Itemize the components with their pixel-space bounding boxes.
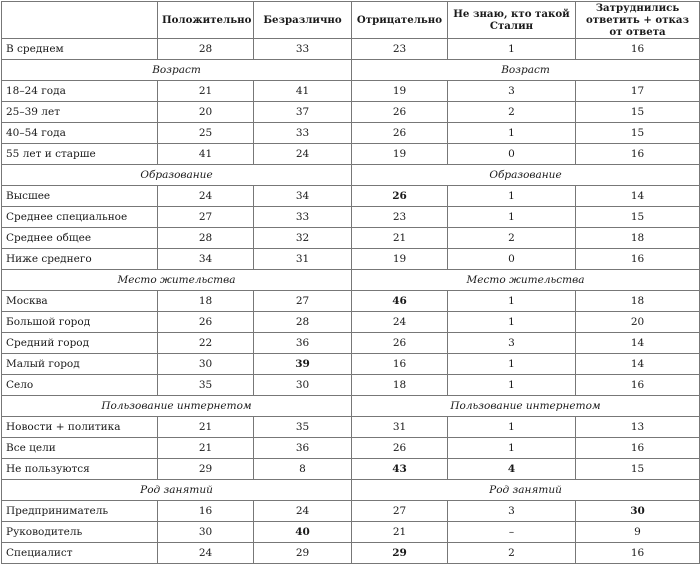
section-row (2, 165, 700, 186)
row-label: Большой город (2, 312, 158, 333)
table-row (2, 207, 700, 228)
table-row (2, 375, 700, 396)
value-cell: 16 (576, 543, 700, 564)
table-row (2, 144, 700, 165)
value-cell: 21 (158, 81, 254, 102)
value-cell: 16 (576, 39, 700, 60)
value-cell: 16 (576, 438, 700, 459)
section-label-repeat: Пользование интернетом (352, 396, 700, 417)
value-cell: 16 (158, 501, 254, 522)
value-cell: 26 (352, 102, 448, 123)
value-cell: 30 (576, 501, 700, 522)
value-cell: 0 (448, 249, 576, 270)
value-cell: 26 (158, 312, 254, 333)
value-cell: 20 (576, 312, 700, 333)
row-label: Москва (2, 291, 158, 312)
value-cell: 1 (448, 186, 576, 207)
table-row (2, 543, 700, 564)
value-cell: 41 (254, 81, 352, 102)
value-cell: 24 (352, 312, 448, 333)
value-cell: 40 (254, 522, 352, 543)
value-cell: 30 (158, 522, 254, 543)
value-cell: 24 (254, 501, 352, 522)
value-cell: 27 (352, 501, 448, 522)
section-row (2, 270, 700, 291)
value-cell: 14 (576, 186, 700, 207)
row-label: Село (2, 375, 158, 396)
value-cell: 9 (576, 522, 700, 543)
table-row (2, 333, 700, 354)
value-cell: 19 (352, 81, 448, 102)
value-cell: 15 (576, 102, 700, 123)
value-cell: 35 (254, 417, 352, 438)
row-label: Высшее (2, 186, 158, 207)
value-cell: 23 (352, 207, 448, 228)
value-cell: 16 (352, 354, 448, 375)
value-cell: 26 (352, 123, 448, 144)
value-cell: 18 (576, 291, 700, 312)
value-cell: 2 (448, 543, 576, 564)
row-label: 40–54 года (2, 123, 158, 144)
header-negative: Отрицательно (352, 2, 448, 39)
value-cell: 2 (448, 102, 576, 123)
table-row (2, 501, 700, 522)
value-cell: 23 (352, 39, 448, 60)
row-label: 18–24 года (2, 81, 158, 102)
row-label: Среднее общее (2, 228, 158, 249)
section-label: Пользование интернетом (2, 396, 352, 417)
row-label: Предприниматель (2, 501, 158, 522)
value-cell: 24 (254, 144, 352, 165)
value-cell: 29 (254, 543, 352, 564)
value-cell: 21 (352, 228, 448, 249)
value-cell: 8 (254, 459, 352, 480)
table-row (2, 228, 700, 249)
row-label: Малый город (2, 354, 158, 375)
table-row (2, 522, 700, 543)
value-cell: 22 (158, 333, 254, 354)
value-cell: 18 (352, 375, 448, 396)
value-cell: 27 (158, 207, 254, 228)
value-cell: 3 (448, 501, 576, 522)
section-label: Возраст (2, 60, 352, 81)
value-cell: 35 (158, 375, 254, 396)
row-label: Средний город (2, 333, 158, 354)
value-cell: 1 (448, 123, 576, 144)
section-label: Место жительства (2, 270, 352, 291)
value-cell: 1 (448, 207, 576, 228)
section-label: Род занятий (2, 480, 352, 501)
table-row (2, 186, 700, 207)
section-label-repeat: Место жительства (352, 270, 700, 291)
section-row (2, 60, 700, 81)
value-cell: 1 (448, 354, 576, 375)
row-label: В среднем (2, 39, 158, 60)
value-cell: 1 (448, 291, 576, 312)
value-cell: 3 (448, 333, 576, 354)
table-row (2, 459, 700, 480)
header-indifferent: Безразлично (254, 2, 352, 39)
row-label: 55 лет и старше (2, 144, 158, 165)
value-cell: 4 (448, 459, 576, 480)
value-cell: 26 (352, 186, 448, 207)
value-cell: 34 (158, 249, 254, 270)
value-cell: 21 (158, 417, 254, 438)
header-dont-know: Не знаю, кто такой Сталин (448, 2, 576, 39)
value-cell: 15 (576, 207, 700, 228)
value-cell: 3 (448, 81, 576, 102)
value-cell: 21 (158, 438, 254, 459)
stalin-attitude-table (1, 1, 700, 564)
value-cell: 41 (158, 144, 254, 165)
section-label: Образование (2, 165, 352, 186)
value-cell: 16 (576, 144, 700, 165)
value-cell: 19 (352, 144, 448, 165)
value-cell: 34 (254, 186, 352, 207)
value-cell: 26 (352, 333, 448, 354)
value-cell: 19 (352, 249, 448, 270)
value-cell: 30 (254, 375, 352, 396)
value-cell: 28 (254, 312, 352, 333)
section-label-repeat: Род занятий (352, 480, 700, 501)
header-hard-to-answer: Затруднились ответить + отказ от ответа (576, 2, 700, 39)
value-cell: 37 (254, 102, 352, 123)
value-cell: 36 (254, 333, 352, 354)
table-row (2, 438, 700, 459)
row-label: Не пользуются (2, 459, 158, 480)
value-cell: 18 (158, 291, 254, 312)
value-cell: 1 (448, 438, 576, 459)
header-row (2, 2, 700, 39)
value-cell: 33 (254, 123, 352, 144)
section-label-repeat: Возраст (352, 60, 700, 81)
table-row (2, 81, 700, 102)
table-row (2, 312, 700, 333)
header-positive: Положительно (158, 2, 254, 39)
value-cell: 25 (158, 123, 254, 144)
value-cell: 15 (576, 459, 700, 480)
value-cell: 29 (158, 459, 254, 480)
value-cell: 16 (576, 375, 700, 396)
header-empty-cell (2, 2, 158, 39)
section-row (2, 480, 700, 501)
value-cell: – (448, 522, 576, 543)
value-cell: 27 (254, 291, 352, 312)
value-cell: 1 (448, 417, 576, 438)
value-cell: 26 (352, 438, 448, 459)
value-cell: 36 (254, 438, 352, 459)
row-label: 25–39 лет (2, 102, 158, 123)
value-cell: 29 (352, 543, 448, 564)
table-row (2, 123, 700, 144)
table-row (2, 102, 700, 123)
row-label: Ниже среднего (2, 249, 158, 270)
value-cell: 2 (448, 228, 576, 249)
value-cell: 28 (158, 228, 254, 249)
row-label: Руководитель (2, 522, 158, 543)
table-row (2, 39, 700, 60)
value-cell: 39 (254, 354, 352, 375)
value-cell: 0 (448, 144, 576, 165)
value-cell: 31 (254, 249, 352, 270)
value-cell: 13 (576, 417, 700, 438)
value-cell: 1 (448, 375, 576, 396)
value-cell: 17 (576, 81, 700, 102)
value-cell: 14 (576, 333, 700, 354)
value-cell: 24 (158, 186, 254, 207)
section-row (2, 396, 700, 417)
value-cell: 14 (576, 354, 700, 375)
value-cell: 43 (352, 459, 448, 480)
value-cell: 20 (158, 102, 254, 123)
table-body (2, 39, 700, 564)
value-cell: 21 (352, 522, 448, 543)
table-row (2, 354, 700, 375)
value-cell: 31 (352, 417, 448, 438)
value-cell: 15 (576, 123, 700, 144)
value-cell: 16 (576, 249, 700, 270)
value-cell: 32 (254, 228, 352, 249)
value-cell: 33 (254, 207, 352, 228)
value-cell: 46 (352, 291, 448, 312)
table-row (2, 249, 700, 270)
table-row (2, 291, 700, 312)
value-cell: 18 (576, 228, 700, 249)
value-cell: 1 (448, 39, 576, 60)
value-cell: 1 (448, 312, 576, 333)
value-cell: 30 (158, 354, 254, 375)
row-label: Среднее специальное (2, 207, 158, 228)
row-label: Новости + политика (2, 417, 158, 438)
value-cell: 33 (254, 39, 352, 60)
row-label: Все цели (2, 438, 158, 459)
table-row (2, 417, 700, 438)
row-label: Специалист (2, 543, 158, 564)
section-label-repeat: Образование (352, 165, 700, 186)
value-cell: 24 (158, 543, 254, 564)
value-cell: 28 (158, 39, 254, 60)
